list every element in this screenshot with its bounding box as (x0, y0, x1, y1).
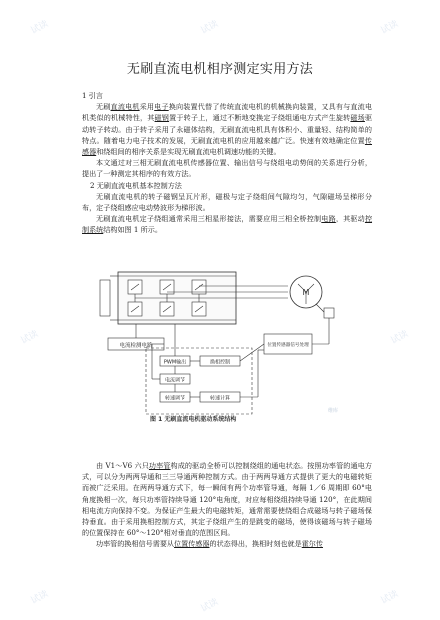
p1-text-d: 置于转子上，通过不断地变换定子绕组通电方式产生旋转 (169, 113, 351, 123)
paragraph-1 (82, 101, 372, 157)
watermark: 试读 (29, 589, 51, 607)
pwm-label: PWM输出 (163, 359, 187, 366)
p1-text-f: 和绕组间的相序关系是实现无刷直流电机调速功能的关键。 (96, 147, 281, 157)
p4-text-a: 无刷直流电机定子绕组通常采用三相星形接法，需要应用三相全桥控制 (96, 214, 322, 224)
link-position-sensor[interactable]: 位置传感器 (174, 539, 210, 549)
commutation-label: 换相控制 (209, 359, 231, 366)
p6-text-a: 功率管的换相信号需要从 (96, 539, 175, 549)
p1-text-a: 无刷 (96, 102, 111, 112)
p6-text-b: 的状态得出，换相时刻也就是 (209, 539, 302, 549)
watermark: 试读 (19, 329, 41, 347)
motor-label: M (302, 288, 310, 297)
paragraph-5 (82, 460, 372, 538)
watermark: 试读 (379, 589, 401, 607)
link-sensor[interactable]: 传感器 (82, 135, 372, 157)
p1-text-e: 驱动转子转动。由于转子采用了永磁体结构，无刷直流电机具有体积小、重量轻、结构简单的特点。随着电力电子技术的发展，无刷直流电机的应用越来越广泛。快速有效地确定位置 (82, 113, 373, 145)
hall-sensor-icon (324, 308, 334, 318)
watermark: 试读 (389, 329, 411, 347)
section1-heading: 1 引言 (82, 91, 103, 100)
watermark: 试读 (199, 19, 221, 37)
speed-reg-label: 转速调节 (164, 395, 186, 402)
link-circuit[interactable]: 电路 (321, 214, 336, 224)
p4-text-c: 结构如图 1 所示。 (103, 225, 162, 235)
link-electronics[interactable]: 电子 (154, 102, 169, 112)
figure-drive-system (88, 262, 358, 427)
block-diagram (88, 262, 358, 427)
p1-text-c: 换向装置代替了传统直流电机的机械换向装置，又具有与直流电机类似的机械特性，其 (82, 102, 373, 123)
watermark: 试读 (199, 597, 221, 615)
p5-text-b: 构成的驱动全桥可以控制绕组的通电状态。按照功率管的通电方式，可以分为两两导通和三三导通两种控制方式。由于两两导通方式提供了更大的电磁转矩而被广泛采用。在两两导通方式下，每一瞬间有两个功率管导通，每隔 1／6 周期即 60°电角度换相一次，每只功率管持续导通 120°电角度，对应每相绕组持续导通 120°，在此期间相电流方向保持不变。为保证产生最大的电磁转矩，通常需要使绕组合成磁场与转子磁场保持垂直。由于采用换相控制方式，其定子绕组产生的是跳变的磁场，使得该磁场与转子磁场的位置保持在 60°～120°相对垂直的范围区间。 (82, 461, 373, 538)
paragraph-3: 无刷直流电机的转子磁钢呈瓦片形，磁极与定子绕组间气隙均匀，气隙磁场呈梯形分布，定子绕组感应电动势波形为梯形波。 (82, 191, 372, 213)
paragraph-6 (82, 538, 372, 549)
p1-text-b: 采用 (139, 102, 155, 112)
position-signal-label: 位置传感器信号处理 (267, 343, 309, 348)
p5-text-a: 由 V1～V6 六只 (96, 461, 149, 470)
link-magnetic-field[interactable]: 磁场 (350, 113, 365, 123)
watermark: 试读 (379, 19, 401, 37)
link-control-system[interactable]: 控制系统 (82, 214, 373, 235)
link-power-transistor[interactable]: 功率管 (148, 461, 171, 470)
link-magnet[interactable]: 磁钢 (154, 113, 170, 123)
figure-watermark: 维库 (328, 408, 339, 414)
paragraph-4 (82, 213, 372, 235)
paragraph-2: 本文通过对三相无刷直流电机传感器位置、输出信号与绕组电动势间的关系进行分析，提出了一种测定其相序的有效方法。 (82, 158, 372, 179)
link-dc-motor[interactable]: 直流电机 (110, 102, 140, 112)
capacitor-icon (100, 280, 110, 316)
speed-calc-label: 转速计算 (209, 395, 231, 402)
watermark: 试读 (29, 19, 51, 37)
figure-caption: 图 1 无刷直流电机驱动系统结构 (150, 416, 237, 423)
current-reg-label: 电流调节 (164, 377, 186, 384)
page-title: 无刷直流电机相序测定实用方法 (126, 62, 314, 77)
p4-text-b: ，其驱动 (335, 214, 365, 224)
section2-heading: 2 无刷直流电机基本控制方法 (90, 180, 182, 190)
intro-section (82, 90, 372, 236)
link-hall[interactable]: 霍尔传 (301, 539, 323, 549)
lower-section (82, 460, 372, 550)
current-detect-label: 电流检测电路 (119, 343, 153, 349)
